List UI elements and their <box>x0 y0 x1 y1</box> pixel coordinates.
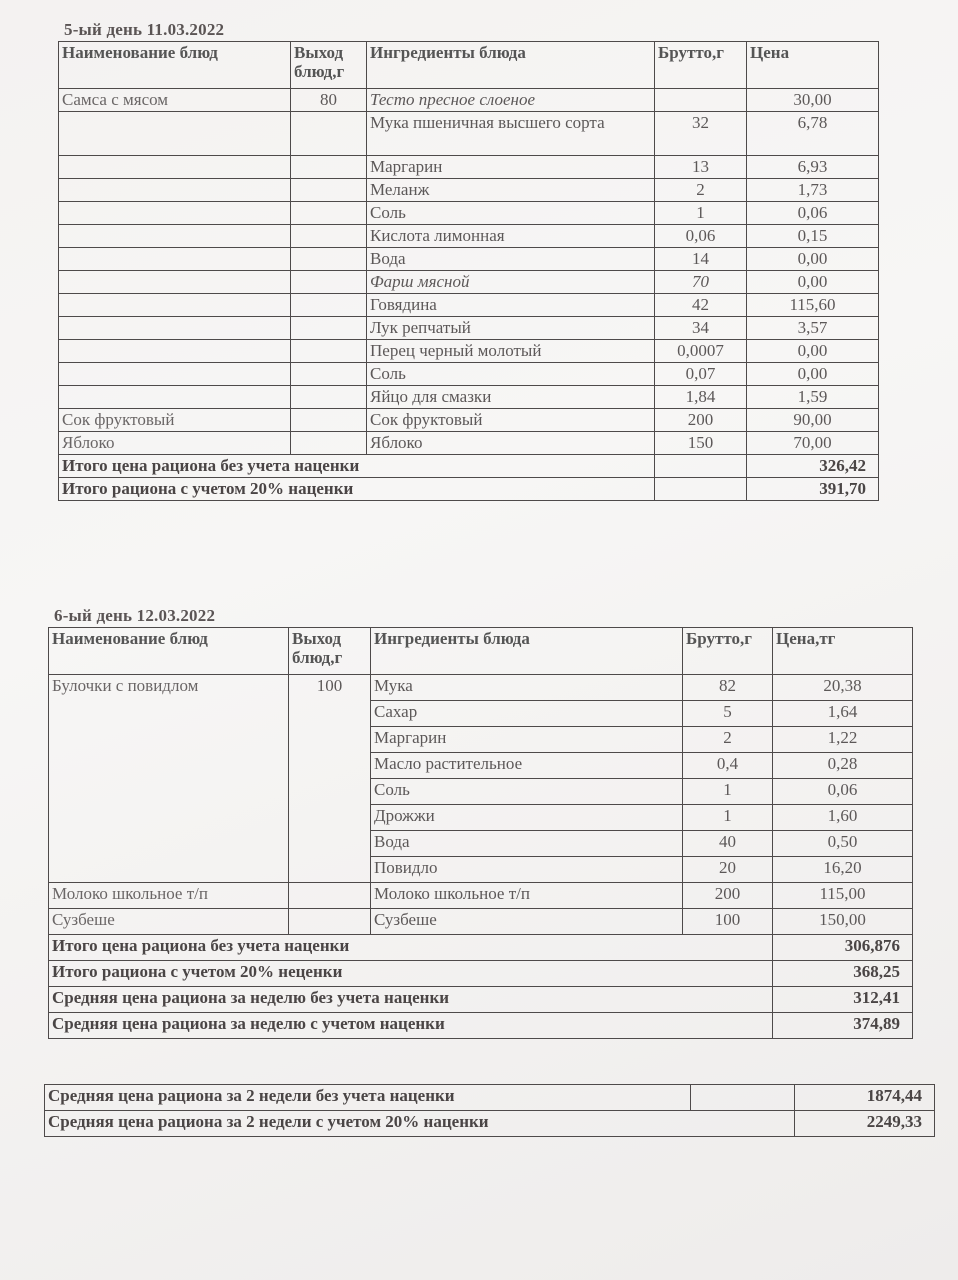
price-cell: 1,64 <box>773 701 913 727</box>
table-row <box>59 202 879 225</box>
table-row <box>59 179 879 202</box>
yield-cell <box>289 909 371 935</box>
yield-cell <box>291 179 367 202</box>
price-cell: 90,00 <box>747 409 879 432</box>
two-weeks-section <box>44 1084 935 1137</box>
total-label: Итого цена рациона без учета наценки <box>59 455 655 478</box>
total-value: 306,876 <box>773 935 913 961</box>
total-value: 374,89 <box>773 1013 913 1039</box>
brutto-cell: 20 <box>683 857 773 883</box>
brutto-cell: 0,07 <box>655 363 747 386</box>
yield-cell <box>291 432 367 455</box>
dish-name-cell: Сузбеше <box>49 909 289 935</box>
dish-name-cell <box>59 363 291 386</box>
brutto-cell: 200 <box>683 883 773 909</box>
brutto-cell <box>655 89 747 112</box>
brutto-cell: 1 <box>683 805 773 831</box>
brutto-cell: 1 <box>655 202 747 225</box>
brutto-cell: 82 <box>683 675 773 701</box>
price-cell: 20,38 <box>773 675 913 701</box>
ingredient-cell: Лук репчатый <box>367 317 655 340</box>
table-row <box>59 271 879 294</box>
dish-name-cell <box>59 112 291 156</box>
dish-name-cell: Молоко школьное т/п <box>49 883 289 909</box>
yield-cell <box>291 248 367 271</box>
ingredient-cell: Соль <box>371 779 683 805</box>
ingredient-cell: Повидло <box>371 857 683 883</box>
total-row <box>49 935 913 961</box>
total-row <box>49 961 913 987</box>
ingredient-cell: Маргарин <box>367 156 655 179</box>
price-cell: 0,50 <box>773 831 913 857</box>
price-cell: 6,78 <box>747 112 879 156</box>
price-cell: 0,00 <box>747 271 879 294</box>
total-row <box>59 455 879 478</box>
price-cell: 6,93 <box>747 156 879 179</box>
ingredient-cell: Перец черный молотый <box>367 340 655 363</box>
yield-cell <box>291 409 367 432</box>
total-value: 312,41 <box>773 987 913 1013</box>
ingredient-cell: Соль <box>367 202 655 225</box>
brutto-cell: 2 <box>683 727 773 753</box>
ingredient-cell: Масло растительное <box>371 753 683 779</box>
total-row <box>49 987 913 1013</box>
table-row <box>59 432 879 455</box>
yield-cell <box>291 225 367 248</box>
dish-name-cell: Булочки с повидлом <box>49 675 289 883</box>
day5-table <box>58 41 879 501</box>
yield-cell <box>291 294 367 317</box>
brutto-cell: 1,84 <box>655 386 747 409</box>
yield-cell <box>291 112 367 156</box>
table-row <box>49 675 913 701</box>
ingredient-cell: Меланж <box>367 179 655 202</box>
dish-name-cell <box>59 179 291 202</box>
price-cell: 0,06 <box>773 779 913 805</box>
table-row <box>59 294 879 317</box>
table-row <box>59 156 879 179</box>
total-row <box>45 1085 935 1111</box>
table-row <box>59 225 879 248</box>
dish-name-cell <box>59 317 291 340</box>
ingredient-cell: Тесто пресное слоеное <box>367 89 655 112</box>
yield-cell <box>291 317 367 340</box>
header-yield: Выход блюд,г <box>289 628 371 675</box>
dish-name-cell <box>59 225 291 248</box>
yield-cell <box>291 363 367 386</box>
dish-name-cell: Сок фруктовый <box>59 409 291 432</box>
total-value: 2249,33 <box>795 1111 935 1137</box>
price-cell: 70,00 <box>747 432 879 455</box>
total-label: Средняя цена рациона за неделю без учета наценки <box>49 987 773 1013</box>
price-cell: 1,60 <box>773 805 913 831</box>
ingredient-cell: Фарш мясной <box>367 271 655 294</box>
brutto-cell: 100 <box>683 909 773 935</box>
price-cell: 3,57 <box>747 317 879 340</box>
header-brutto: Брутто,г <box>683 628 773 675</box>
price-cell: 0,00 <box>747 340 879 363</box>
total-value: 1874,44 <box>795 1085 935 1111</box>
brutto-cell: 70 <box>655 271 747 294</box>
table-row <box>59 409 879 432</box>
ingredient-cell: Мука <box>371 675 683 701</box>
dish-name-cell <box>59 248 291 271</box>
brutto-cell: 0,06 <box>655 225 747 248</box>
table-row <box>49 909 913 935</box>
total-label: Итого цена рациона без учета наценки <box>49 935 773 961</box>
dish-name-cell: Яблоко <box>59 432 291 455</box>
table-row <box>49 883 913 909</box>
ingredient-cell: Вода <box>371 831 683 857</box>
price-cell: 0,28 <box>773 753 913 779</box>
yield-cell <box>289 883 371 909</box>
ingredient-cell: Маргарин <box>371 727 683 753</box>
total-row <box>49 1013 913 1039</box>
ingredient-cell: Яблоко <box>367 432 655 455</box>
day6-header-row <box>49 628 913 675</box>
total-empty-cell <box>691 1085 795 1111</box>
brutto-cell: 0,0007 <box>655 340 747 363</box>
table-row <box>59 363 879 386</box>
ingredient-cell: Соль <box>367 363 655 386</box>
header-price: Цена <box>747 42 879 89</box>
table-row <box>59 112 879 156</box>
dish-name-cell <box>59 271 291 294</box>
total-label: Средняя цена рациона за 2 недели без учета наценки <box>45 1085 691 1111</box>
brutto-cell: 34 <box>655 317 747 340</box>
dish-name-cell <box>59 340 291 363</box>
header-dish: Наименование блюд <box>49 628 289 675</box>
price-cell: 1,22 <box>773 727 913 753</box>
table-row <box>59 317 879 340</box>
brutto-cell: 42 <box>655 294 747 317</box>
brutto-cell: 2 <box>655 179 747 202</box>
day6-title: 6-ый день 12.03.2022 <box>54 606 216 625</box>
brutto-cell: 14 <box>655 248 747 271</box>
table-row <box>59 89 879 112</box>
total-label: Итого рациона с учетом 20% наценки <box>59 478 655 501</box>
table-row <box>59 386 879 409</box>
dish-name-cell: Самса с мясом <box>59 89 291 112</box>
total-empty-cell <box>655 455 747 478</box>
price-cell: 0,06 <box>747 202 879 225</box>
table-row <box>59 248 879 271</box>
ingredient-cell: Сузбеше <box>371 909 683 935</box>
yield-cell <box>291 386 367 409</box>
day6-table <box>48 627 913 1039</box>
ingredient-cell: Сок фруктовый <box>367 409 655 432</box>
brutto-cell: 5 <box>683 701 773 727</box>
header-price: Цена,тг <box>773 628 913 675</box>
ingredient-cell: Молоко школьное т/п <box>371 883 683 909</box>
ingredient-cell: Кислота лимонная <box>367 225 655 248</box>
price-cell: 0,00 <box>747 363 879 386</box>
day6-section <box>48 606 913 1039</box>
total-empty-cell <box>655 478 747 501</box>
brutto-cell: 1 <box>683 779 773 805</box>
day5-header-row <box>59 42 879 89</box>
day5-section <box>58 20 879 501</box>
dish-name-cell <box>59 202 291 225</box>
price-cell: 30,00 <box>747 89 879 112</box>
brutto-cell: 200 <box>655 409 747 432</box>
header-ingredients: Ингредиенты блюда <box>367 42 655 89</box>
table-row <box>59 340 879 363</box>
price-cell: 16,20 <box>773 857 913 883</box>
ingredient-cell: Дрожжи <box>371 805 683 831</box>
yield-cell <box>291 156 367 179</box>
day5-title: 5-ый день 11.03.2022 <box>64 20 225 39</box>
total-value: 391,70 <box>747 478 879 501</box>
yield-cell <box>291 271 367 294</box>
price-cell: 115,60 <box>747 294 879 317</box>
header-dish: Наименование блюд <box>59 42 291 89</box>
dish-name-cell <box>59 294 291 317</box>
total-label: Средняя цена рациона за неделю с учетом наценки <box>49 1013 773 1039</box>
header-yield: Выход блюд,г <box>291 42 367 89</box>
brutto-cell: 0,4 <box>683 753 773 779</box>
ingredient-cell: Говядина <box>367 294 655 317</box>
price-cell: 150,00 <box>773 909 913 935</box>
total-value: 368,25 <box>773 961 913 987</box>
yield-cell: 80 <box>291 89 367 112</box>
brutto-cell: 150 <box>655 432 747 455</box>
price-cell: 1,73 <box>747 179 879 202</box>
total-value: 326,42 <box>747 455 879 478</box>
ingredient-cell: Яйцо для смазки <box>367 386 655 409</box>
dish-name-cell <box>59 156 291 179</box>
ingredient-cell: Мука пшеничная высшего сорта <box>367 112 655 156</box>
ingredient-cell: Сахар <box>371 701 683 727</box>
price-cell: 0,00 <box>747 248 879 271</box>
yield-cell: 100 <box>289 675 371 883</box>
dish-name-cell <box>59 386 291 409</box>
brutto-cell: 32 <box>655 112 747 156</box>
brutto-cell: 40 <box>683 831 773 857</box>
yield-cell <box>291 202 367 225</box>
total-label: Средняя цена рациона за 2 недели с учетом 20% наценки <box>45 1111 795 1137</box>
yield-cell <box>291 340 367 363</box>
two-weeks-table <box>44 1084 935 1137</box>
total-row <box>45 1111 935 1137</box>
header-brutto: Брутто,г <box>655 42 747 89</box>
price-cell: 0,15 <box>747 225 879 248</box>
total-row <box>59 478 879 501</box>
price-cell: 1,59 <box>747 386 879 409</box>
total-label: Итого рациона с учетом 20% неценки <box>49 961 773 987</box>
price-cell: 115,00 <box>773 883 913 909</box>
ingredient-cell: Вода <box>367 248 655 271</box>
brutto-cell: 13 <box>655 156 747 179</box>
header-ingredients: Ингредиенты блюда <box>371 628 683 675</box>
